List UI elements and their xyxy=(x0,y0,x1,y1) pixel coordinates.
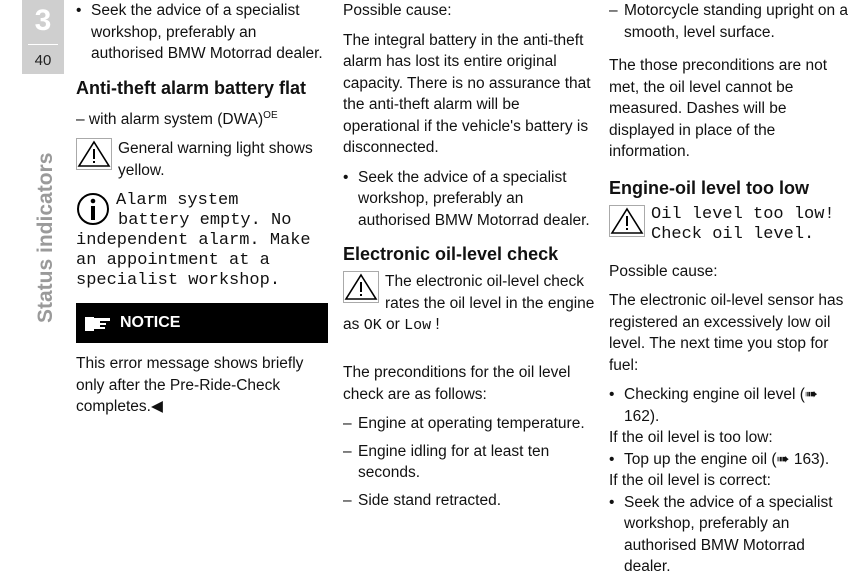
section-heading: Electronic oil-level check xyxy=(343,244,559,264)
list-item: – Engine at operating temperature. xyxy=(343,415,585,432)
chapter-sidebar xyxy=(0,0,70,505)
section-heading: Engine-oil level too low xyxy=(609,177,810,198)
bullet-icon: • xyxy=(76,2,82,19)
list-item: – Engine idling for at least ten seconds. xyxy=(343,442,550,481)
list-item: • Seek the advice of a specialist workshop, preferably an authorised BMW Motorrad dealer. xyxy=(76,2,323,62)
notice-banner: NOTICE xyxy=(76,303,328,343)
bullet-icon: • xyxy=(343,168,349,186)
cause-text: The integral battery in the anti-theft alarm has lost its entire original capacity. There is no assurance that the anti-theft alarm will be operational if the vehicle's battery is disconnected. xyxy=(343,31,591,156)
section-heading: Anti-theft alarm battery flat xyxy=(76,77,307,98)
page-number: 40 xyxy=(34,52,52,69)
possible-cause-label: Possible cause: xyxy=(343,2,452,19)
cause-text: The electronic oil-level sensor has registered an excessively low oil level. The next time you stop for fuel: xyxy=(609,292,844,374)
list-item: – Side stand retracted. xyxy=(343,491,502,509)
list-item: • Top up the engine oil (➠ 163). xyxy=(609,450,830,468)
if-low-text: If the oil level is too low: xyxy=(609,429,773,446)
possible-cause-label: Possible cause: xyxy=(609,262,718,280)
list-item: – Motorcycle standing upright on a smooth, level surface. xyxy=(609,2,849,41)
display-message: Oil level too low! Check oil level. xyxy=(651,204,835,244)
preconditions-note: The those preconditions are not met, the oil level cannot be measured. Dashes will be displayed in place of the information. xyxy=(609,57,827,160)
oil-check-description: The electronic oil-level check rates the oil level in the engine as OK or Low ! xyxy=(343,273,595,334)
warning-box xyxy=(609,205,855,245)
section-title: Status indicators xyxy=(34,152,57,323)
if-correct-text: If the oil level is correct: xyxy=(609,472,771,489)
column-1 xyxy=(76,0,328,426)
notice-text: This error message shows briefly only after the Pre-Ride-Check completes.◀ xyxy=(76,355,304,416)
warning-triangle-icon xyxy=(343,271,379,303)
display-message: Alarm system battery empty. No independent alarm. Make an appointment at a specialist workshop. xyxy=(76,191,311,291)
list-item: • Seek the advice of a specialist workshop, preferably an authorised BMW Motorrad dealer. xyxy=(609,493,833,575)
warning-box xyxy=(76,138,328,181)
chapter-number: 3 xyxy=(34,4,52,37)
condition-text: – with alarm system (DWA)$^{OE}$ xyxy=(76,109,278,128)
info-icon xyxy=(76,191,110,227)
warning-triangle-icon xyxy=(609,205,645,237)
column-2 xyxy=(343,0,595,517)
list-item: • Seek the advice of a specialist workshop, preferably an authorised BMW Motorrad dealer. xyxy=(343,168,590,229)
column-3 xyxy=(609,0,855,584)
pointing-hand-icon xyxy=(84,312,112,334)
list-item: • Checking engine oil level (➠ 162). xyxy=(609,386,818,425)
chapter-divider xyxy=(28,44,58,45)
preconditions-text: The preconditions for the oil level check are as follows: xyxy=(343,364,571,403)
warning-triangle-icon xyxy=(76,138,112,170)
warning-text: General warning light shows yellow. xyxy=(118,140,313,179)
